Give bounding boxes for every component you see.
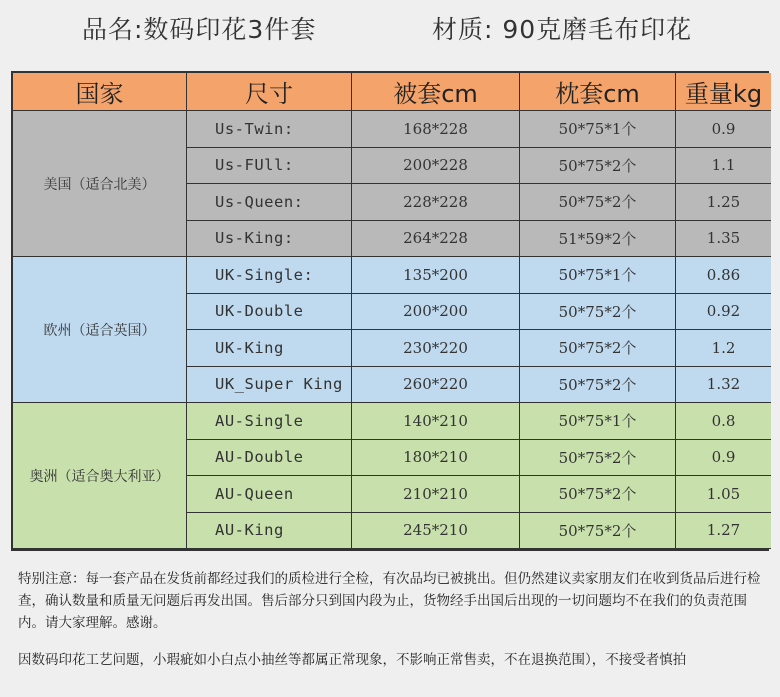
size-cell: Us-Queen: [187, 184, 352, 221]
weight-cell: 1.35 [676, 221, 771, 258]
region-cell: 奥洲（适合奥大利亚） [13, 403, 187, 549]
material-info: 材质: 90克磨毛布印花 [432, 15, 693, 44]
pillow-size-cell: 50*75*1个 [520, 111, 676, 148]
header-country: 国家 [13, 73, 187, 111]
size-cell: Us-FUll: [187, 148, 352, 185]
weight-cell: 1.1 [676, 148, 771, 185]
duvet-size-cell: 230*220 [352, 330, 520, 367]
header-weight: 重量kg [676, 73, 771, 111]
duvet-size-cell: 200*228 [352, 148, 520, 185]
duvet-size-cell: 140*210 [352, 403, 520, 440]
pillow-size-cell: 51*59*2个 [520, 221, 676, 258]
size-cell: UK-Single: [187, 257, 352, 294]
pillow-size-cell: 50*75*2个 [520, 513, 676, 550]
weight-cell: 1.32 [676, 367, 771, 404]
weight-cell: 0.8 [676, 403, 771, 440]
size-cell: UK_Super King [187, 367, 352, 404]
pillow-size-cell: 50*75*2个 [520, 440, 676, 477]
pillow-size-cell: 50*75*2个 [520, 330, 676, 367]
duvet-size-cell: 168*228 [352, 111, 520, 148]
duvet-size-cell: 228*228 [352, 184, 520, 221]
size-cell: AU-King [187, 513, 352, 550]
duvet-size-cell: 245*210 [352, 513, 520, 550]
size-table [11, 71, 769, 551]
weight-cell: 0.9 [676, 111, 771, 148]
duvet-size-cell: 200*200 [352, 294, 520, 331]
weight-cell: 1.05 [676, 476, 771, 513]
pillow-size-cell: 50*75*1个 [520, 257, 676, 294]
title-bar [0, 0, 780, 62]
header-duvet: 被套cm [352, 73, 520, 111]
print-defect-notice: 因数码印花工艺问题，小瑕疵如小白点小抽丝等都属正常现象，不影响正常售卖，不在退换范围），不接受者慎拍 [18, 652, 687, 668]
pillow-size-cell: 50*75*1个 [520, 403, 676, 440]
size-cell: Us-Twin: [187, 111, 352, 148]
size-cell: Us-King: [187, 221, 352, 258]
region-cell: 欧州（适合英国） [13, 257, 187, 403]
size-cell: UK-King [187, 330, 352, 367]
special-notice: 特别注意：每一套产品在发货前都经过我们的质检进行全检，有次品均已被挑出。但仍然建议卖家朋友们在收到货品后进行检查，确认数量和质量无问题后再发出国。售后部分只到国内段为止，货物经手出国后出现的一切问题均不在我们的负责范围内。请大家理解。感谢。 [18, 571, 761, 631]
duvet-size-cell: 180*210 [352, 440, 520, 477]
weight-cell: 1.2 [676, 330, 771, 367]
weight-cell: 0.92 [676, 294, 771, 331]
duvet-size-cell: 135*200 [352, 257, 520, 294]
weight-cell: 1.27 [676, 513, 771, 550]
duvet-size-cell: 210*210 [352, 476, 520, 513]
region-cell: 美国（适合北美） [13, 111, 187, 257]
duvet-size-cell: 264*228 [352, 221, 520, 258]
pillow-size-cell: 50*75*2个 [520, 148, 676, 185]
product-name: 品名:数码印花3件套 [82, 15, 317, 44]
size-cell: AU-Single [187, 403, 352, 440]
weight-cell: 0.86 [676, 257, 771, 294]
pillow-size-cell: 50*75*2个 [520, 367, 676, 404]
size-cell: AU-Double [187, 440, 352, 477]
weight-cell: 0.9 [676, 440, 771, 477]
notes-section [18, 568, 766, 671]
size-cell: UK-Double [187, 294, 352, 331]
weight-cell: 1.25 [676, 184, 771, 221]
header-size: 尺寸 [187, 73, 352, 111]
pillow-size-cell: 50*75*2个 [520, 184, 676, 221]
pillow-size-cell: 50*75*2个 [520, 294, 676, 331]
header-pillow: 枕套cm [520, 73, 676, 111]
pillow-size-cell: 50*75*2个 [520, 476, 676, 513]
duvet-size-cell: 260*220 [352, 367, 520, 404]
size-cell: AU-Queen [187, 476, 352, 513]
